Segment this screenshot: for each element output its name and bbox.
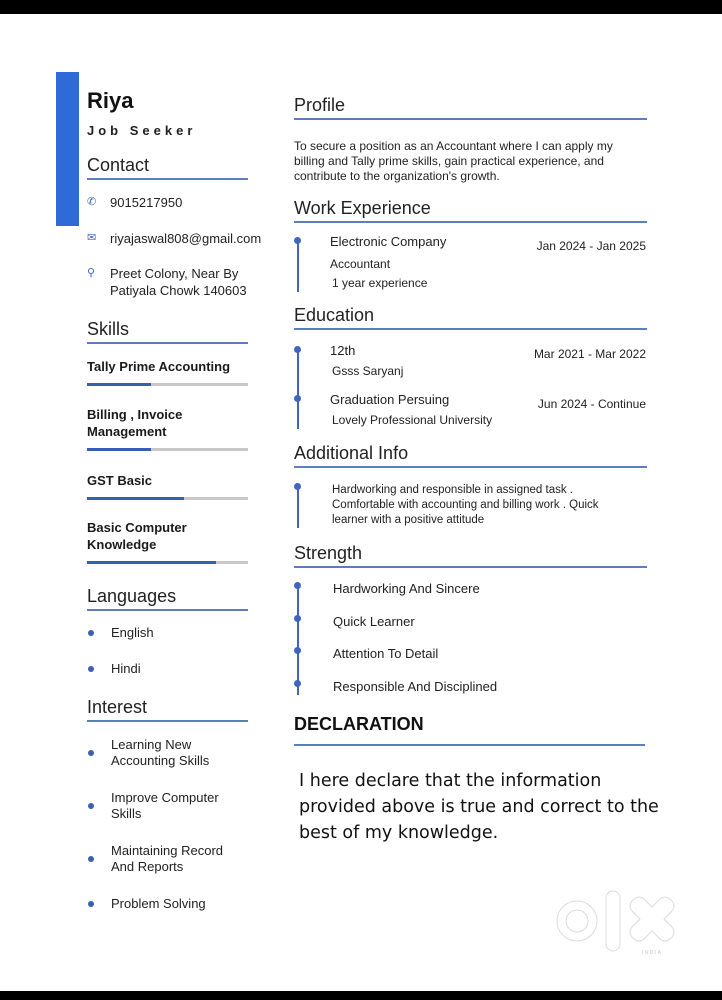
additional-text xyxy=(332,483,652,528)
language-item xyxy=(87,625,154,641)
olx-watermark-logo xyxy=(555,888,685,958)
declaration-text xyxy=(299,768,669,846)
phone-text: 9015217950 xyxy=(110,195,183,210)
declaration-line: provided above is true and correct to the xyxy=(299,797,659,817)
language-text: Hindi xyxy=(111,661,141,676)
skill-label xyxy=(87,519,248,553)
education-dates: Jun 2024 - Continue xyxy=(537,397,646,411)
bullet-icon xyxy=(88,803,94,809)
education-school: Lovely Professional University xyxy=(332,413,493,427)
timeline-dot-icon xyxy=(294,680,301,687)
timeline-dot-icon xyxy=(294,346,301,353)
contact-email xyxy=(87,230,261,247)
language-item xyxy=(87,661,141,677)
interest-text xyxy=(111,843,223,875)
education-dates: Mar 2021 - Mar 2022 xyxy=(533,347,646,361)
skill-fill xyxy=(87,497,184,500)
location-icon: ⚲ xyxy=(87,267,96,279)
contact-heading: Contact xyxy=(87,155,248,180)
bullet-icon xyxy=(88,856,94,862)
skill-track xyxy=(87,497,248,500)
strength-timeline-line xyxy=(297,585,299,695)
bullet-icon xyxy=(88,630,94,636)
profile-text xyxy=(294,139,654,184)
work-heading: Work Experience xyxy=(294,198,647,223)
strength-heading: Strength xyxy=(294,543,647,568)
candidate-name: Riya xyxy=(87,88,134,113)
interest-line-2: Skills xyxy=(111,806,142,821)
additional-heading: Additional Info xyxy=(294,443,647,468)
interest-item xyxy=(87,737,209,769)
skill-track xyxy=(87,561,248,564)
strength-item: Responsible And Disciplined xyxy=(333,679,498,694)
timeline-dot-icon xyxy=(294,582,301,589)
work-timeline-line xyxy=(297,240,299,292)
skills-heading: Skills xyxy=(87,319,248,344)
olx-india-text: INDIA xyxy=(641,950,663,956)
timeline-dot-icon xyxy=(294,237,301,244)
skill-fill xyxy=(87,383,151,386)
interest-heading: Interest xyxy=(87,697,248,722)
skill-fill xyxy=(87,448,151,451)
additional-line: learner with a positive attitude xyxy=(332,514,485,526)
accent-bar xyxy=(56,72,79,226)
profile-line: contribute to the organization's growth. xyxy=(294,169,500,183)
skill-item xyxy=(87,406,248,451)
skill-track xyxy=(87,383,248,386)
bottom-black-bar xyxy=(0,991,722,1000)
additional-line: Hardworking and responsible in assigned task . xyxy=(332,484,573,496)
candidate-role: Job Seeker xyxy=(87,123,197,138)
profile-line: To secure a position as an Accountant where I can apply my xyxy=(294,139,613,153)
skill-item xyxy=(87,358,248,386)
education-heading: Education xyxy=(294,305,647,330)
interest-text xyxy=(111,737,209,769)
skill-label xyxy=(87,406,248,440)
strength-item: Attention To Detail xyxy=(333,646,439,661)
bullet-icon xyxy=(88,750,94,756)
skill-label: Tally Prime Accounting xyxy=(87,359,231,374)
language-text: English xyxy=(111,625,154,640)
timeline-dot-icon xyxy=(294,647,301,654)
interest-line-1: Maintaining Record xyxy=(111,843,224,858)
bullet-icon xyxy=(88,901,94,907)
skill-label-line-1: Billing , Invoice xyxy=(87,407,183,422)
timeline-dot-icon xyxy=(294,395,301,402)
interest-item xyxy=(87,896,206,912)
skill-item xyxy=(87,472,248,500)
work-position: Accountant xyxy=(330,257,391,271)
interest-line-1: Improve Computer xyxy=(111,790,219,805)
address-line-1: Preet Colony, Near By xyxy=(110,266,239,281)
interest-item xyxy=(87,843,223,875)
interest-line-1: Learning New xyxy=(111,737,192,752)
contact-phone xyxy=(87,194,182,211)
declaration-line: best of my knowledge. xyxy=(299,823,499,843)
skill-label: GST Basic xyxy=(87,473,153,488)
interest-line-2: And Reports xyxy=(111,859,184,874)
phone-icon: ✆ xyxy=(87,196,97,208)
work-duration: 1 year experience xyxy=(332,276,428,290)
contact-address xyxy=(87,265,247,299)
interest-line-2: Accounting Skills xyxy=(111,753,210,768)
skill-label-line-2: Management xyxy=(87,424,167,439)
address-text xyxy=(110,265,247,299)
interest-text: Problem Solving xyxy=(111,896,206,911)
timeline-dot-icon xyxy=(294,615,301,622)
skill-item xyxy=(87,519,248,564)
skill-track xyxy=(87,448,248,451)
timeline-dot-icon xyxy=(294,483,301,490)
skill-label-line-1: Basic Computer xyxy=(87,520,187,535)
bullet-icon xyxy=(88,666,94,672)
profile-heading: Profile xyxy=(294,95,647,120)
strength-item: Hardworking And Sincere xyxy=(333,581,480,596)
interest-item xyxy=(87,790,219,822)
skill-fill xyxy=(87,561,216,564)
declaration-heading: DECLARATION xyxy=(294,714,645,746)
top-black-bar xyxy=(0,0,722,14)
education-school: Gsss Saryanj xyxy=(332,364,404,378)
interest-text xyxy=(111,790,219,822)
email-text: riyajaswal808@gmail.com xyxy=(110,231,262,246)
languages-heading: Languages xyxy=(87,586,248,611)
mail-icon: ✉ xyxy=(87,232,97,244)
additional-timeline-line xyxy=(297,486,299,528)
strength-item: Quick Learner xyxy=(333,614,415,629)
address-line-2: Patiyala Chowk 140603 xyxy=(110,283,247,298)
work-company: Electronic Company xyxy=(330,234,447,249)
work-dates: Jan 2024 - Jan 2025 xyxy=(536,239,646,253)
education-timeline-line xyxy=(297,349,299,429)
education-degree: Graduation Persuing xyxy=(330,392,450,407)
additional-line: Comfortable with accounting and billing work . Quick xyxy=(332,499,599,511)
declaration-line: I here declare that the information xyxy=(299,771,602,791)
skill-label-line-2: Knowledge xyxy=(87,537,157,552)
profile-line: billing and Tally prime skills, gain practical experience, and xyxy=(294,154,604,168)
education-degree: 12th xyxy=(330,343,356,358)
